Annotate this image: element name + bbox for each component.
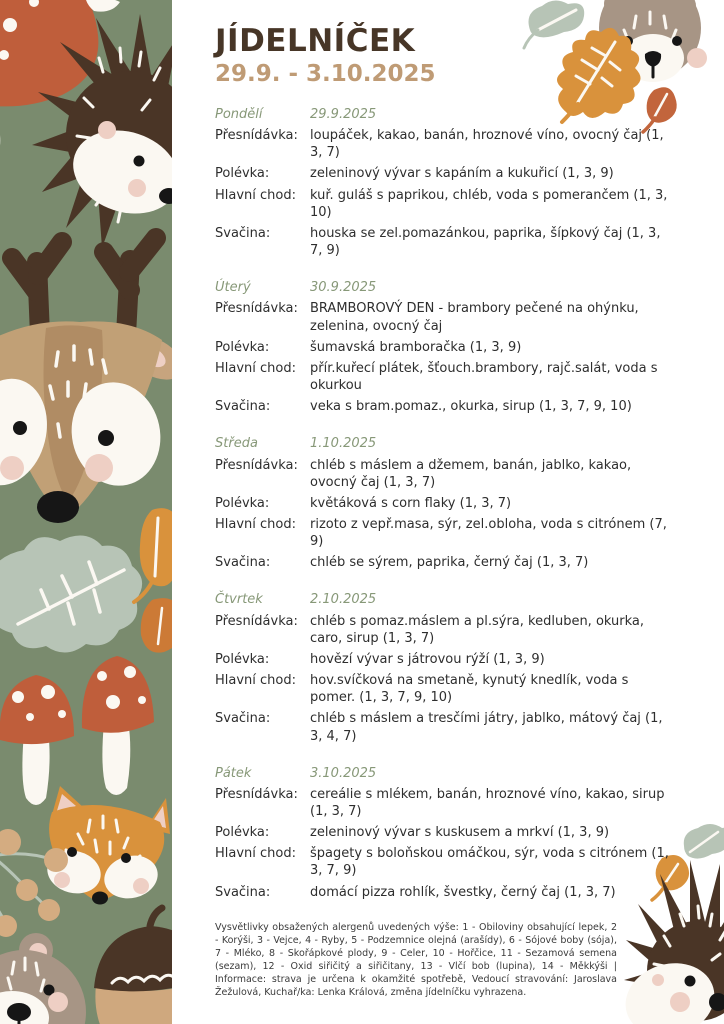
course-row [215, 300, 670, 334]
page-title: JÍDELNÍČEK [215, 23, 416, 59]
day-section-monday [215, 106, 670, 259]
course-row [215, 884, 670, 901]
day-header [215, 435, 670, 452]
course-text: chléb se sýrem, paprika, černý čaj (1, 3, 7) [310, 555, 589, 571]
course-row [215, 651, 670, 668]
course-label: Hlavní chod: [215, 516, 297, 532]
course-text: zeleninový vývar s kapáním a kukuřicí (1, 3, 9) [310, 166, 614, 182]
course-row [215, 824, 670, 841]
course-text: zeleninový vývar s kuskusem a mrkví (1, 3, 9) [310, 825, 610, 841]
course-text: šumavská bramboračka (1, 3, 9) [310, 339, 522, 355]
day-name: Úterý [215, 280, 251, 296]
course-text: houska se zel.pomazánkou, paprika, šípkový čaj (1, 3, 7, 9) [310, 225, 661, 259]
course-text: chléb s máslem a džemem, banán, jablko, kakao, ovocný čaj (1, 3, 7) [310, 457, 632, 490]
course-row [215, 398, 670, 415]
day-date: 2.10.2025 [310, 592, 377, 608]
day-section-friday [215, 765, 670, 901]
course-label: Přesnídávka: [215, 457, 298, 473]
course-row [215, 457, 670, 491]
course-text: BRAMBOROVÝ DEN - brambory pečené na ohýnku, zelenina, ovocný čaj [310, 301, 639, 334]
course-label: Polévka: [215, 825, 270, 841]
allergen-footnote: Vysvětlivky obsažených alergenů uvedených výše: 1 - Obiloviny obsahující lepek, 2 - Korýši, 3 - Vejce, 4 - Ryby, 5 - Podzemnice olejná (arašídy), 6 - Sójové boby (sója), 7 - Mléko, 8 - Skořápkové plody, 9 - Celer, 10 - Hořčice, 11 - Sezamová semena (sezam), 12 - Oxid siřičitý a siřičitany, 13 - Vlčí bob (lupina), 14 - Měkkýši | Informace: strava je určena k okamžité spotřebě, Vedoucí stravování: Jaroslava Žežulová, Kuchař/ka: Lenka Králová, změna jídelníčku vyhrazena. [215, 921, 617, 999]
course-label: Svačina: [215, 555, 271, 571]
course-row [215, 672, 670, 706]
day-name: Středa [215, 436, 258, 452]
course-label: Polévka: [215, 339, 270, 355]
course-label: Hlavní chod: [215, 187, 297, 203]
course-row [215, 495, 670, 512]
course-text: květáková s corn flaky (1, 3, 7) [310, 495, 512, 511]
course-label: Hlavní chod: [215, 673, 297, 689]
acorn-icon [94, 908, 172, 1024]
course-text: přír.kuřecí plátek, šťouch.brambory, rajč.salát, voda s okurkou [310, 360, 658, 394]
course-text: cereálie s mlékem, banán, hroznové víno, kakao, sirup (1, 3, 7) [310, 786, 665, 819]
course-label: Svačina: [215, 711, 271, 727]
day-date: 1.10.2025 [310, 436, 377, 452]
course-row [215, 165, 670, 182]
course-label: Přesnídávka: [215, 128, 298, 144]
deer-icon [0, 238, 172, 523]
course-label: Polévka: [215, 495, 270, 511]
day-section-tuesday [215, 279, 670, 415]
course-text: hov.svíčková na smetaně, kynutý knedlík, voda s pomer. (1, 3, 7, 9, 10) [310, 673, 629, 706]
course-text: chléb s máslem a tresčími játry, jablko, mátový čaj (1, 3, 4, 7) [310, 711, 663, 744]
day-header [215, 106, 670, 123]
day-section-wednesday [215, 435, 670, 571]
day-name: Pátek [215, 765, 252, 781]
course-row [215, 127, 670, 161]
day-date: 3.10.2025 [310, 765, 377, 781]
course-row [215, 339, 670, 356]
course-text: chléb s pomaz.máslem a pl.sýra, kedluben, okurka, caro, sirup (1, 3, 7) [310, 613, 645, 646]
course-text: domácí pizza rohlík, švestky, černý čaj (1, 3, 7) [310, 884, 616, 900]
course-text: kuř. guláš s paprikou, chléb, voda s pomerančem (1, 3, 10) [310, 187, 668, 220]
day-section-thursday [215, 591, 670, 744]
day-header [215, 591, 670, 608]
course-label: Přesnídávka: [215, 613, 298, 629]
course-label: Hlavní chod: [215, 360, 297, 376]
bear-icon [0, 933, 86, 1024]
course-text: rizoto z vepř.masa, sýr, zel.obloha, voda s citrónem (7, 9) [310, 516, 667, 550]
course-row [215, 845, 670, 879]
day-header [215, 279, 670, 296]
day-name: Pondělí [215, 107, 263, 122]
woodland-sidebar [0, 0, 172, 1024]
course-label: Svačina: [215, 225, 271, 241]
course-label: Svačina: [215, 399, 271, 415]
course-row [215, 613, 670, 647]
day-header [215, 765, 670, 782]
day-name: Čtvrtek [215, 592, 263, 608]
course-label: Hlavní chod: [215, 846, 297, 862]
course-label: Svačina: [215, 884, 271, 900]
course-text: hovězí vývar s játrovou rýží (1, 3, 9) [310, 651, 545, 667]
date-range: 29.9. - 3.10.2025 [215, 61, 436, 87]
day-date: 29.9.2025 [310, 107, 377, 122]
course-label: Polévka: [215, 651, 270, 667]
course-row [215, 187, 670, 221]
course-text: veka s bram.pomaz., okurka, sirup (1, 3, 7, 9, 10) [310, 399, 632, 415]
course-label: Polévka: [215, 166, 270, 182]
course-label: Přesnídávka: [215, 301, 298, 317]
course-row [215, 516, 670, 550]
course-text: špagety s boloňskou omáčkou, sýr, voda s citrónem (1, 3, 7, 9) [310, 846, 669, 879]
course-row [215, 360, 670, 394]
course-row [215, 710, 670, 744]
course-label: Přesnídávka: [215, 786, 298, 802]
course-text: loupáček, kakao, banán, hroznové víno, ovocný čaj (1, 3, 7) [310, 128, 664, 161]
course-row [215, 225, 670, 259]
fox-icon [43, 786, 170, 905]
day-date: 30.9.2025 [310, 280, 377, 296]
leaf-icon [0, 536, 142, 653]
mushroom-icon [0, 656, 154, 805]
leaf-icon [684, 824, 724, 859]
course-row [215, 786, 670, 820]
menu-content [215, 23, 670, 999]
course-row [215, 554, 670, 571]
